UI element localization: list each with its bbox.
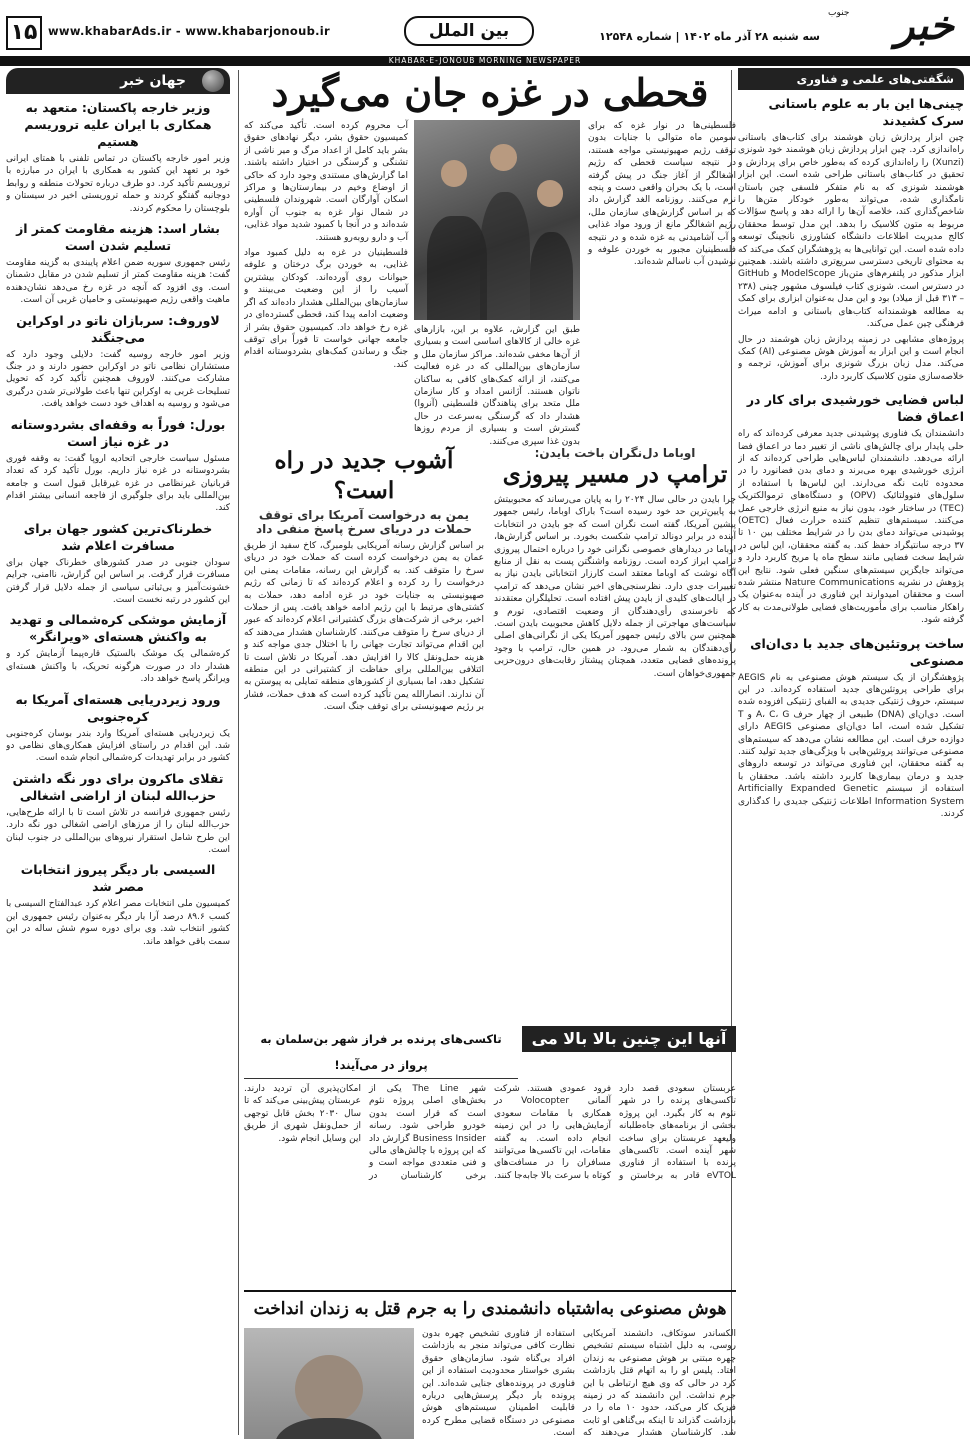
- news-title: وزیر خارجه پاکستان: متعهد به همکاری با ایران علیه تروریسم هستیم: [24, 100, 212, 149]
- story-headline: ترامپ در مسیر پیروزی: [502, 461, 728, 488]
- story-headline: هوش مصنوعی به‌اشتباه دانشمندی را به جرم قتل به زندان انداخت: [244, 1290, 736, 1324]
- lead-headline: قحطی در غزه جان می‌گیرد: [271, 70, 709, 115]
- story-headline: آشوب جدید در راه است؟: [274, 447, 454, 504]
- science-tab: شگفتی‌های علمی و فناوری: [738, 68, 964, 90]
- story-subhead: یمن به درخواست آمریکا برای توقف حملات در دریای سرخ پاسخ منفی داد: [256, 508, 472, 536]
- globe-icon: [202, 70, 224, 92]
- article-body: دانشمندان یک فناوری پوشیدنی جدید معرفی کرده‌اند که راه حلی پایدار برای چالش‌های ناشی از تغییر دما در اعماق فضا ارائه می‌دهد. دانشمندان لباس‌هایی طراحی کرده‌اند که از انرژی خورشیدی بهره می‌برند و دمای بدن فضانورد را در محدوده ثابت نگه می‌دارند. این لباس‌ها با استفاده از سلول‌های فتوولتائیک (OPV) و دستگاه‌های ترموالکتریک (TEC) در ساختار خود، بدون نیاز به منبع انرژی خارجی عمل می‌کنند. سیستم‌های تنظیم کننده حرارت فعال (OETC) پوشیدنی می‌تواند دمای بدن را در شرایط مختلف بین ۱۰ تا ۳۷ درجه سانتیگراد حفظ کند. به گفته محققان، این لباس در شرایط سخت فضایی مانند سطح ماه یا مریخ کاربرد دارد و می‌تواند جایگزین سیستم‌های سنگین فعلی شود. نتایج این پژوهش در نشریه Nature Communications منتشر شده است و محققان امیدوارند این فناوری در آینده به‌عنوان یک راهکار مناسب برای مأموریت‌های فضایی طولانی‌مدت به کار گرفته شود.: [738, 429, 964, 626]
- newspaper-logo: [824, 2, 964, 54]
- news-body: مسئول سیاست خارجی اتحادیه اروپا گفت: به وقفه فوری بشردوستانه در غزه نیاز داریم. بورل تأکید کرد که تعداد قربانیان غیرنظامی در غزه غیرقابل قبول است و جامعه بین‌المللی باید برای جلوگیری از فاجعه انسانی بیشتر اقدام کند.: [6, 453, 230, 514]
- dateline: سه شنبه ۲۸ آذر ماه ۱۴۰۲ | شماره ۱۲۵۴۸: [599, 30, 820, 43]
- news-title: بشار اسد: هزینه مقاومت کمتر از تسلیم شدن است: [16, 221, 220, 254]
- news-body: کره‌شمالی یک موشک بالستیک قاره‌پیما آزمایش کرد و هشدار داد در صورت هرگونه تحریک، با واکنش هسته‌ای ویرانگر پاسخ خواهد داد.: [6, 649, 230, 685]
- article-body: الکساندر سوتکاف، دانشمند آمریکایی روسی، به دلیل اشتباه سیستم تشخیص چهره مبتنی بر هوش مصنوعی به زندان افتاد. پلیس او را به اتهام قتل بازداشت کرد در حالی که وی هیچ ارتباطی با این جرم نداشت. این دانشمند که در زمینه فیزیک کار می‌کند، حدود ۱۰ ماه را در بازداشت گذراند تا اینکه بی‌گناهی او ثابت شد. کارشناسان هشدار می‌دهند که استفاده از فناوری تشخیص چهره بدون نظارت کافی می‌تواند منجر به بازداشت افراد بی‌گناه شود. سازمان‌های حقوق بشری خواستار محدودیت استفاده از این فناوری در پرونده‌های جنایی شده‌اند. این پرونده بار دیگر پرسش‌هایی درباره قابلیت اطمینان سیستم‌های هوش مصنوعی در دستگاه قضایی مطرح کرده است.: [422, 1329, 736, 1439]
- article-body: آب محروم کرده است. تأکید می‌کند که کمیسیون حقوق بشر، دیگر نهادهای حقوق بشر باید کامل از اعداد مرگ و میر ناشی از تشنگی و گرسنگی در اختیار داشته باشند. اما گزارش‌های مستندی وجود دارد که حاکی از اوضاع وخیم در بیمارستان‌ها و مراکز اسکان آوارگان است. شهروندان فلسطینی در شمال نوار غزه به جنوب آن آواره شده‌اند و در آنجا با کمبود شدید مواد غذایی، آب و دارو روبه‌رو هستند.: [244, 121, 408, 243]
- story-headline: آنها این چنین بالا بالا می پرند!: [522, 1026, 736, 1052]
- news-body: سودان جنوبی در صدر کشورهای خطرناک جهان برای مسافرت قرار گرفت. بر اساس این گزارش، ناامنی، جرایم خشونت‌آمیز و بی‌ثباتی سیاسی از جمله دلایل قرار گرفتن این کشور در رتبه نخست است.: [6, 557, 230, 605]
- story-kicker: اوباما دل‌نگران باخت بایدن:: [534, 446, 696, 460]
- news-title: آزمایش موشکی کره‌شمالی و تهدید به واکنش هسته‌ای «ویرانگر»: [9, 612, 227, 645]
- article-body: پژوهشگران از یک سیستم هوش مصنوعی به نام AEGIS برای طراحی پروتئین‌های جدید استفاده کرده‌اند. در این سیستم، حروف ژنتیکی جدیدی به الفبای ژنتیکی افزوده شده است. دی‌ان‌ای (DNA) طبیعی از چهار حرف A، C، G و T تشکیل شده است، اما دی‌ان‌ای مصنوعی AEGIS دارای دوازده حرف است. این مطالعه نشان می‌دهد که سیستم‌های مصنوعی می‌توانند پروتئین‌هایی با ویژگی‌های جدید تولید کنند. به گفته محققان، این فناوری می‌تواند در توسعه داروهای جدید و درمان بیماری‌ها کاربرد داشته باشد. محققان با استفاده از سیستم Artificially Expanded Genetic Information System اطلاعات ژنتیکی جدیدی را کدگذاری کردند.: [738, 672, 964, 820]
- article-title: ساخت پروتئین‌های جدید با دی‌ان‌ای مصنوعی: [750, 635, 964, 668]
- news-body: رئیس جمهوری فرانسه در تلاش است تا با ارائه طرح‌هایی، حزب‌الله لبنان را از مرزهای اراضی اشغالی دور نگه دارد. این طرح شامل استقرار نیروهای بین‌المللی در جنوب لبنان است.: [6, 807, 230, 855]
- article-body: چین ابزار پردازش زبان هوشمند برای کتاب‌های باستانی راه‌اندازی کرد. چین ابزار پردازش زبان هوشمند خود شونزی (Xunzi) را راه‌اندازی کرده که به‌طور خاص برای پردازش و تحقیق در کتاب‌های باستانی طراحی شده است. این ابزار هوشمند شونزی که به نام متفکر فلسفی چین باستان نامگذاری شده، می‌تواند به‌طور خودکار متن‌ها را شاخص‌گذاری کند، خلاصه آن‌ها را ارائه دهد و پاسخ سؤالات مربوط به متون کلاسیک را بدهد. این مدل توسط محققان کالج مدیریت اطلاعات دانشگاه کشاورزی نانجینگ توسعه داده شده است. این توانایی‌ها به پژوهشگران کمک می‌کند که به محتوای تاریخی دسترسی سریع‌تری داشته باشند. همچنین ابزار مذکور در پلتفرم‌های متن‌باز ModelScope و GitHub در دسترس است. شونزی کتاب فیلسوف مشهور چینی (۲۳۸ – ۳۱۳ قبل از میلاد) بود و این مدل به‌عنوان ابزاری برای کمک به مطالعه هوشمندانه کتاب‌های باستانی و ادامه میراث فرهنگی چین عمل می‌کند.: [738, 133, 964, 330]
- article-body: چرا بایدن در حالی سال ۲۰۲۴ را به پایان می‌رساند که محبوبیتش به پایین‌ترین حد خود رسیده است؟ باراک اوباما، رئیس جمهور پیشین آمریکا، گفته است نگران است که جو بایدن در انتخابات آینده در برابر دونالد ترامپ شکست بخورد. بر اساس گزارش‌ها، اوباما در دیدارهای خصوصی نگرانی خود را درباره احتمال پیروزی ترامپ ابراز کرده است. روزنامه واشنگتن پست به نقل از منابع آگاه نوشت که اوباما معتقد است کارزار انتخاباتی بایدن نیاز به تغییرات جدی دارد. نظرسنجی‌های اخیر نشان می‌دهد که ترامپ در ایالت‌های کلیدی از بایدن پیش افتاده است. تحلیلگران معتقدند که ناخرسندی رأی‌دهندگان از وضعیت اقتصادی، تورم و سیاست‌های مهاجرتی از جمله دلایل کاهش محبوبیت بایدن است. همچنین سن بالای رئیس جمهور آمریکا یکی از نگرانی‌های اصلی رأی‌دهندگان به شمار می‌رود. در همین حال، ترامپ با وجود پرونده‌های قضایی متعدد، همچنان پیشتاز رقابت‌های درون‌حزبی جمهوری‌خواهان است.: [494, 495, 736, 679]
- article-body: فلسطینیان در غزه به دلیل کمبود مواد غذایی، به خوردن برگ درختان و علوفه حیوانات روی آورده‌اند. کودکان بیشترین آسیب را از این وضعیت می‌بینند و سازمان‌های بین‌المللی هشدار داده‌اند که اگر وضعیت ادامه پیدا کند، قحطی گسترده‌ای در غزه رخ خواهد داد. کمیسیون حقوق بشر از جامعه جهانی خواست تا فوراً برای توقف جنگ و رساندن کمک‌های بشردوستانه اقدام کند.: [244, 248, 408, 370]
- news-body: کمیسیون ملی انتخابات مصر اعلام کرد عبدالفتاح السیسی با کسب ۸۹.۶ درصد آرا بار دیگر به‌عنوان رئیس جمهوری این کشور انتخاب شد. وی برای دوره سوم شش ساله در این سمت باقی خواهد ماند.: [6, 899, 230, 947]
- news-body: یک زیردریایی هسته‌ای آمریکا وارد بندر بوسان کره‌جنوبی شد. این اقدام در راستای افزایش همکاری‌های نظامی دو کشور در برابر تهدیدات کره‌شمالی انجام شده است.: [6, 728, 230, 764]
- website-urls[interactable]: www.khabarAds.ir - www.khabarjonoub.ir: [48, 24, 330, 38]
- article-body: طبق این گزارش، علاوه بر این، بازارهای غزه خالی از کالاهای اساسی است و بسیاری از آن‌ها مخفی شده‌اند. مراکز سازمان ملل و سازمان‌های بین‌المللی که در غزه فعالیت می‌کنند، از ارائه کمک‌های کافی به ساکنان ناتوان هستند. آژانس امداد و کار سازمان ملل متحد برای پناهندگان فلسطینی (آنروا) هشدار داد که گرسنگی به‌سرعت در حال گسترش است و بسیاری از مردم روزها بدون غذا سپری می‌کنند.: [414, 325, 580, 447]
- world-news-tab-label: جهان خبر: [120, 73, 186, 89]
- news-title: لاوروف: سرباز‌ان ناتو در اوکراین می‌جنگند: [16, 312, 220, 345]
- news-title: بورل: فوراً به وقفه‌ای بشردوستانه در غزه نیاز است: [10, 416, 226, 449]
- world-news-tab: [6, 68, 230, 94]
- section-title: بین الملل: [404, 16, 534, 46]
- scientist-photo: [244, 1328, 414, 1439]
- science-column: [738, 68, 964, 1439]
- news-title: خطرناک‌ترین کشور جهان برای مسافرت اعلام شد: [23, 520, 213, 553]
- news-title: ورود زیردریایی هسته‌ای آمریکا به کره‌جنوبی: [15, 691, 221, 724]
- gaza-photo: [414, 120, 580, 320]
- article-body: بر اساس گزارش رسانه آمریکایی بلومبرگ، کاخ سفید از طریق عمان به یمن درخواست کرده است که حملات خود در دریای سرخ را متوقف کند. به گزارش این رسانه، مقامات یمنی این درخواست را رد کرده و اعلام کرده‌اند که تا زمانی که رژیم صهیونیستی به جنایات خود در غزه ادامه دهد، حملات به کشتی‌های مرتبط با این رژیم ادامه خواهد یافت. پس از حملات اخیر، برخی از شرکت‌های بزرگ کشتیرانی اعلام کرده‌اند که عبور از دریای سرخ را متوقف می‌کنند. کارشناسان هشدار می‌دهند که این اقدام می‌تواند تجارت جهانی را با اختلال جدی مواجه کند و هزینه حمل‌ونقل کالا را افزایش دهد. آمریکا در تلاش است تا ائتلافی بین‌المللی برای حفاظت از کشتیرانی در این منطقه تشکیل دهد، اما بسیاری از کشورهای منطقه تمایلی به پیوستن به آن ندارند. انصارالله یمن تأکید کرده است که هدف حملات، فشار بر رژیم صهیونیستی برای توقف جنگ است.: [244, 541, 484, 713]
- news-body: وزیر امور خارجه روسیه گفت: دلایلی وجود دارد که مستشاران نظامی ناتو در اوکراین حضور دارند و در جنگ مشارکت می‌کنند. لاوروف همچنین تأکید کرد که تحویل تسلیحات غربی به اوکراین تنها باعث طولانی‌تر شدن درگیری می‌شود و روسیه به اهداف خود دست خواهد یافت.: [6, 349, 230, 410]
- news-body: وزیر امور خارجه پاکستان در تماس تلفنی با همتای ایرانی خود بر تعهد این کشور به همکاری با ایران در مبارزه با تروریسم تأکید کرد. دو طرف درباره تحولات منطقه و روابط دوجانبه گفتگو کردند و حمله تروریستی اخیر در سیستان و بلوچستان را محکوم کردند.: [6, 154, 230, 214]
- article-title: چینی‌ها این بار به علوم باستانی سرک کشیدند: [768, 96, 964, 128]
- news-title: السیسی بار دیگر پیروز انتخابات مصر شد: [20, 862, 216, 895]
- page-number: ۱۵: [6, 16, 42, 50]
- news-body: رئیس جمهوری سوریه ضمن اعلام پایبندی به گزینه مقاومت گفت: هزینه مقاومت کمتر از تسلیم شدن در مقابل دشمنان است. وی افزود که آنچه در غزه رخ می‌دهد نشان‌دهنده ماهیت واقعی رژیم صهیونیستی و حامیان غربی آن است.: [6, 258, 230, 306]
- logo-sub: جنوب: [828, 8, 850, 18]
- column-divider: [238, 70, 239, 1435]
- center-column: [244, 68, 736, 1439]
- article-body: فلسطینی‌ها در نوار غزه که برای سومین ماه متوالی با جنایات بدون توقف رژیم صهیونیستی مواجه هستند، در نتیجه سیاست قحطی که رژیم اشغالگر از آغاز جنگ در پیش گرفته است، با یک بحران واقعی دست و پنجه نرم می‌کنند. روزنامه الغد گزارش داد که بر اساس گزارش‌های سازمان ملل، رژیم اشغالگر مانع از ورود مواد غذایی و آب آشامیدنی به غزه شده و در نتیجه فلسطینیان مجبور به خوردن علوفه و نوشیدن آب ناسالم شده‌اند.: [588, 121, 736, 268]
- story-subhead: تاکسی‌های پرنده بر فراز شهر بن‌سلمان به پرواز در می‌آیند!: [244, 1026, 518, 1079]
- english-ribbon: KHABAR-E-JONOUB MORNING NEWSPAPER: [0, 56, 970, 66]
- article-body: عربستان سعودی قصد دارد تاکسی‌های پرنده را در شهر نئوم به کار بگیرد. این پروژه بخشی از برنامه‌های جاه‌طلبانه ولیعهد عربستان برای ساخت شهر آینده است. تاکسی‌های پرنده با استفاده از فناوری eVTOL قادر به برخاستن و فرود عمودی هستند. شرکت آلمانی Volocopter در همکاری با مقامات سعودی آزمایش‌هایی را در این زمینه انجام داده است. به گفته مقامات، این تاکسی‌ها می‌توانند مسافران را در مسافت‌های کوتاه با سرعت بالا جابه‌جا کنند. شهر The Line یکی از بخش‌های اصلی پروژه نئوم است که قرار است بدون خودرو طراحی شود. رسانه Business Insider گزارش داد که این پروژه با چالش‌های مالی و فنی متعددی مواجه است و برخی کارشناسان در امکان‌پذیری آن تردید دارند. عربستان پیش‌بینی می‌کند که تا سال ۲۰۳۰ بخش قابل توجهی از حمل‌ونقل شهری از طریق این وسایل انجام شود.: [244, 1084, 736, 1181]
- article-body: پروژه‌های مشابهی در زمینه پردازش زبان هوشمند در حال انجام است و این ابزار به آموزش هوش مصنوعی (AI) کمک می‌کند. مدل زبان بزرگ شونزی برای آموزش، ترجمه و خلاصه‌سازی متون کلاسیک کاربرد دارد.: [738, 334, 964, 382]
- logo-word: خبر: [895, 2, 954, 49]
- news-title: تقلای ماکرون برای دور نگه داشتن حزب‌الله لبنان از اراضی اشغالی: [12, 770, 224, 803]
- masthead: [0, 0, 970, 66]
- world-news-column: [6, 68, 230, 1439]
- article-title: لباس فضایی خورشیدی برای کار در اعماق فضا: [746, 392, 964, 425]
